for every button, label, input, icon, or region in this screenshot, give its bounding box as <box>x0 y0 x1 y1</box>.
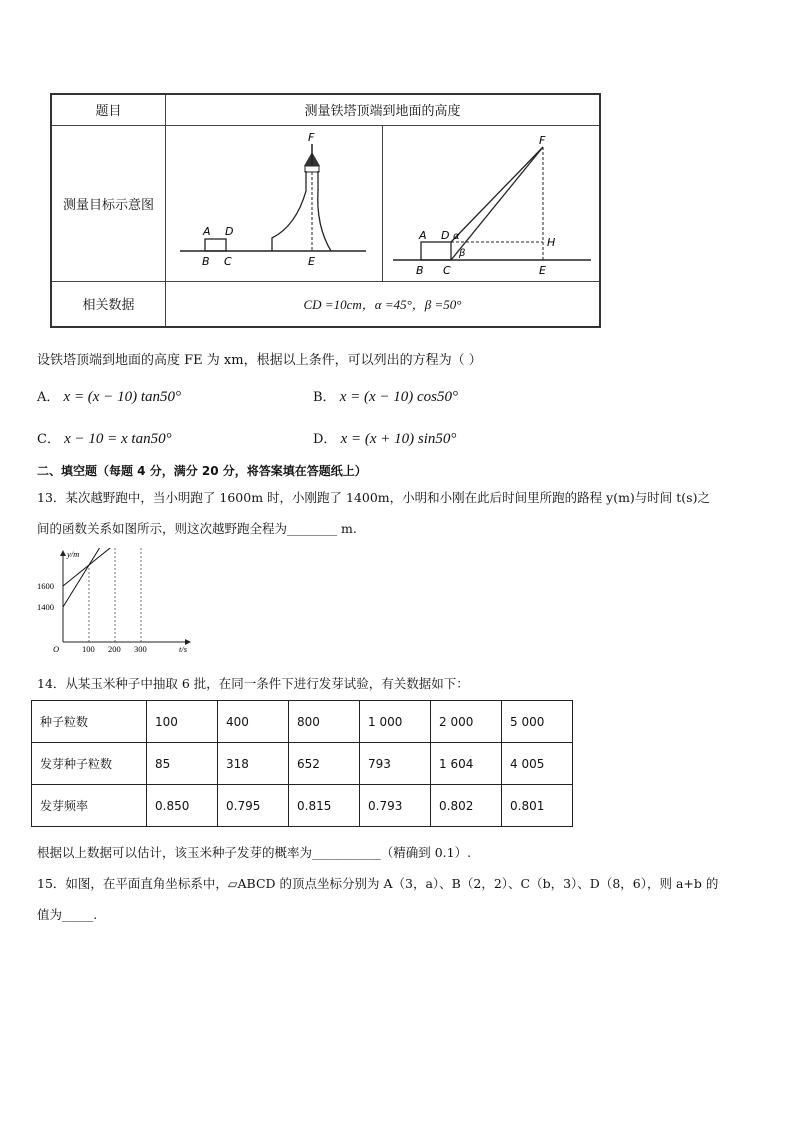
q12-option-d <box>313 430 456 449</box>
survey-data-label: 相关数据 <box>51 281 166 327</box>
table-cell: 0.801 <box>502 785 573 827</box>
table-row <box>32 701 573 743</box>
table-cell: 0.850 <box>147 785 218 827</box>
q15-line1: 15．如图，在平面直角坐标系中，▱ABCD 的顶点坐标分别为 A（3，a）、B（2，2）、C（b，3）、D（8，6），则 a+b 的 <box>37 876 719 891</box>
y-tick-label: 1600 <box>37 581 54 591</box>
section-fill-in-title: 二、填空题（每题 4 分，满分 20 分，将答案填在答题纸上） <box>37 464 367 478</box>
tower-diagram-right <box>383 126 599 280</box>
left-label-c: C <box>224 255 232 268</box>
option-b-label: B． <box>313 390 336 405</box>
x-tick-label: 300 <box>134 644 147 654</box>
q14-after: 根据以上数据可以估计，该玉米种子发芽的概率为___________（精确到 0.1）. <box>37 845 472 860</box>
x-tick-label: 200 <box>108 644 121 654</box>
option-a-text: x = (x − 10) tan50° <box>63 389 181 405</box>
table-cell: 0.795 <box>218 785 289 827</box>
left-label-d: D <box>225 225 234 238</box>
tower-figure-right <box>383 125 601 281</box>
table-cell: 2 000 <box>431 701 502 743</box>
left-label-f: F <box>308 131 315 144</box>
table-cell: 652 <box>289 743 360 785</box>
table-cell: 0.802 <box>431 785 502 827</box>
left-label-b: B <box>202 255 210 268</box>
right-label-beta: β <box>459 248 466 259</box>
q15-line2: 值为_____. <box>37 907 98 922</box>
q12-stem: 设铁塔顶端到地面的高度 FE 为 xm，根据以上条件，可以列出的方程为（ ） <box>37 353 482 368</box>
right-label-h: H <box>547 236 556 249</box>
option-c-text: x − 10 = x tan50° <box>64 431 172 447</box>
option-a-label: A． <box>37 390 60 405</box>
tower-diagram-left <box>166 126 380 280</box>
right-label-f: F <box>539 134 546 147</box>
table-cell: 4 005 <box>502 743 573 785</box>
table-cell: 793 <box>360 743 431 785</box>
option-c-label: C． <box>37 432 60 447</box>
table-cell: 1 000 <box>360 701 431 743</box>
left-label-e: E <box>308 255 315 268</box>
table-cell: 400 <box>218 701 289 743</box>
right-label-e: E <box>539 264 546 277</box>
table-cell: 0.793 <box>360 785 431 827</box>
right-label-alpha: α <box>453 231 460 242</box>
q14-stem: 14．从某玉米种子中抽取 6 批，在同一条件下进行发芽试验，有关数据如下： <box>37 676 469 691</box>
y-axis-arrow <box>60 550 66 556</box>
option-b-text: x = (x − 10) cos50° <box>339 389 458 405</box>
table-cell: 0.815 <box>289 785 360 827</box>
survey-diagram-label: 测量目标示意图 <box>51 125 166 281</box>
y-tick-label: 1400 <box>37 602 54 612</box>
table-cell: 85 <box>147 743 218 785</box>
table-cell: 800 <box>289 701 360 743</box>
table-cell: 1 604 <box>431 743 502 785</box>
x-axis-label: t/s <box>179 644 188 654</box>
table-row <box>32 785 573 827</box>
right-label-d: D <box>441 229 450 242</box>
q13-line2: 间的函数关系如图所示，则这次越野跑全程为________ m. <box>37 521 357 536</box>
left-label-a: A <box>203 225 211 238</box>
table-cell: 种子粒数 <box>32 701 147 743</box>
q12-option-a <box>37 388 181 407</box>
right-label-a: A <box>419 229 427 242</box>
distance-time-chart <box>35 548 195 660</box>
option-d-label: D． <box>313 432 337 447</box>
survey-header-left: 题目 <box>51 94 166 125</box>
survey-related-data: CD =10cm，α =45°，β =50° <box>166 281 600 327</box>
tower-figure-left <box>166 125 383 281</box>
right-label-c: C <box>443 264 451 277</box>
y-axis-label: y/m <box>67 549 80 559</box>
q12-option-b <box>313 388 458 407</box>
table-cell: 发芽种子粒数 <box>32 743 147 785</box>
right-label-b: B <box>416 264 424 277</box>
table-cell: 5 000 <box>502 701 573 743</box>
origin-label: O <box>53 644 60 654</box>
survey-table <box>50 93 601 328</box>
table-cell: 100 <box>147 701 218 743</box>
option-d-text: x = (x + 10) sin50° <box>340 431 457 447</box>
x-tick-label: 100 <box>82 644 95 654</box>
q12-option-c <box>37 430 172 449</box>
germination-table <box>31 700 573 827</box>
table-cell: 发芽频率 <box>32 785 147 827</box>
survey-header-right: 测量铁塔顶端到地面的高度 <box>166 94 600 125</box>
table-cell: 318 <box>218 743 289 785</box>
q13-line1: 13．某次越野跑中，当小明跑了 1600m 时，小刚跑了 1400m，小明和小刚在此后时间里所跑的路程 y(m)与时间 t(s)之 <box>37 490 710 505</box>
table-row <box>32 743 573 785</box>
